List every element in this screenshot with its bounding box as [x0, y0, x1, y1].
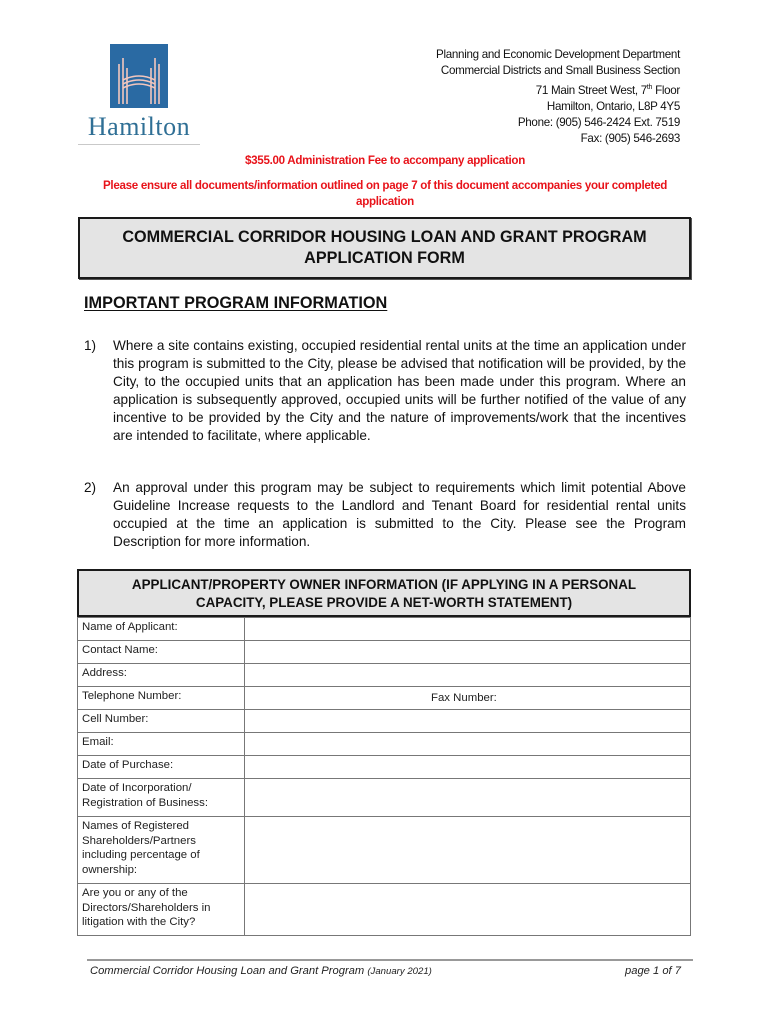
cell-number-field[interactable]: [245, 710, 691, 733]
contact-name-field[interactable]: [245, 641, 691, 664]
field-label: Are you or any of the Directors/Shareholders in litigation with the City?: [78, 884, 245, 936]
field-label: Date of Incorporation/ Registration of Business:: [78, 779, 245, 817]
footer-program-text: Commercial Corridor Housing Loan and Grant Program: [90, 965, 368, 977]
form-title-box: [78, 217, 691, 279]
field-label: Name of Applicant:: [78, 618, 245, 641]
logo-wordmark: Hamilton: [87, 112, 191, 141]
footer-date: (January 2021): [367, 966, 432, 977]
address-line: Commercial Districts and Small Business Section: [440, 64, 680, 78]
table-row: [78, 618, 691, 641]
important-info-heading: IMPORTANT PROGRAM INFORMATION: [84, 294, 388, 312]
table-row: [78, 779, 691, 817]
litigation-field[interactable]: [245, 884, 691, 936]
field-label: Contact Name:: [78, 641, 245, 664]
table-row: [78, 733, 691, 756]
address-field[interactable]: [245, 664, 691, 687]
form-title: COMMERCIAL CORRIDOR HOUSING LOAN AND GRANT PROGRAM: [122, 228, 647, 246]
email-field[interactable]: [245, 733, 691, 756]
address-line: 71 Main Street West, 7th Floor: [535, 83, 680, 97]
department-address: [436, 47, 680, 148]
logo-mark-icon: [110, 44, 168, 108]
hamilton-logo: [76, 42, 202, 146]
footer-divider: [87, 959, 693, 961]
item-text: An approval under this program may be subject to requirements which limit potential Above Guideline Increase requests to the Landlord and Tenant Board for residential rental units occupied at the time an application is submitted to the City. Please see the Program Description for more information.: [113, 480, 686, 550]
field-label: Email:: [78, 733, 245, 756]
phone-line: Phone: (905) 546-2424 Ext. 7519: [517, 116, 680, 130]
date-of-purchase-field[interactable]: [245, 756, 691, 779]
logo-underline: [78, 144, 200, 145]
fee-notice: $355.00 Administration Fee to accompany application: [245, 154, 525, 167]
item-text: Where a site contains existing, occupied residential rental units at the time an application under this program is submitted to the City, please be advised that notification will be provided, by the City, to the occupied units that an application has been made under this program. Where an application is subsequently approved, occupied units will be further notified of the value of any incentive to be provided by the City and the nature of improvements/work that the incentives are intended to facilitate, where applicable.: [113, 338, 686, 444]
field-label: Address:: [78, 664, 245, 687]
fax-line: Fax: (905) 546-2693: [580, 132, 680, 146]
page-number: page 1 of 7: [625, 965, 681, 977]
date-of-incorporation-field[interactable]: [245, 779, 691, 817]
telephone-number-field[interactable]: [245, 687, 691, 710]
name-of-applicant-field[interactable]: [245, 618, 691, 641]
item-number: 1): [84, 338, 97, 353]
field-label: Date of Purchase:: [78, 756, 245, 779]
documents-notice: Please ensure all documents/information outlined on page 7 of this document accompanies your completed application: [102, 179, 668, 208]
table-row: [78, 687, 691, 710]
info-item-1: [84, 337, 686, 446]
registered-shareholders-field[interactable]: [245, 817, 691, 884]
table-row: [78, 641, 691, 664]
table-row: [78, 817, 691, 884]
table-row: [78, 664, 691, 687]
field-label: Cell Number:: [78, 710, 245, 733]
field-label: Names of Registered Shareholders/Partners including percentage of ownership:: [78, 817, 245, 884]
applicant-info-table: [77, 617, 691, 936]
footer-program-name: [90, 965, 432, 977]
applicant-header-line: APPLICANT/PROPERTY OWNER INFORMATION (IF APPLYING IN A PERSONAL: [131, 577, 637, 592]
field-label: Telephone Number:: [78, 687, 245, 710]
table-row: [78, 710, 691, 733]
address-line: Planning and Economic Development Department: [436, 48, 680, 61]
table-row: [78, 884, 691, 936]
address-line: Hamilton, Ontario, L8P 4Y5: [546, 99, 680, 113]
applicant-header-line: CAPACITY, PLEASE PROVIDE A NET-WORTH STATEMENT): [195, 595, 573, 610]
table-row: [78, 756, 691, 779]
fax-number-label: Fax Number:: [431, 692, 497, 704]
applicant-section-header: [77, 569, 691, 617]
item-number: 2): [84, 480, 97, 495]
info-item-2: [84, 479, 686, 551]
form-subtitle: APPLICATION FORM: [304, 249, 465, 267]
